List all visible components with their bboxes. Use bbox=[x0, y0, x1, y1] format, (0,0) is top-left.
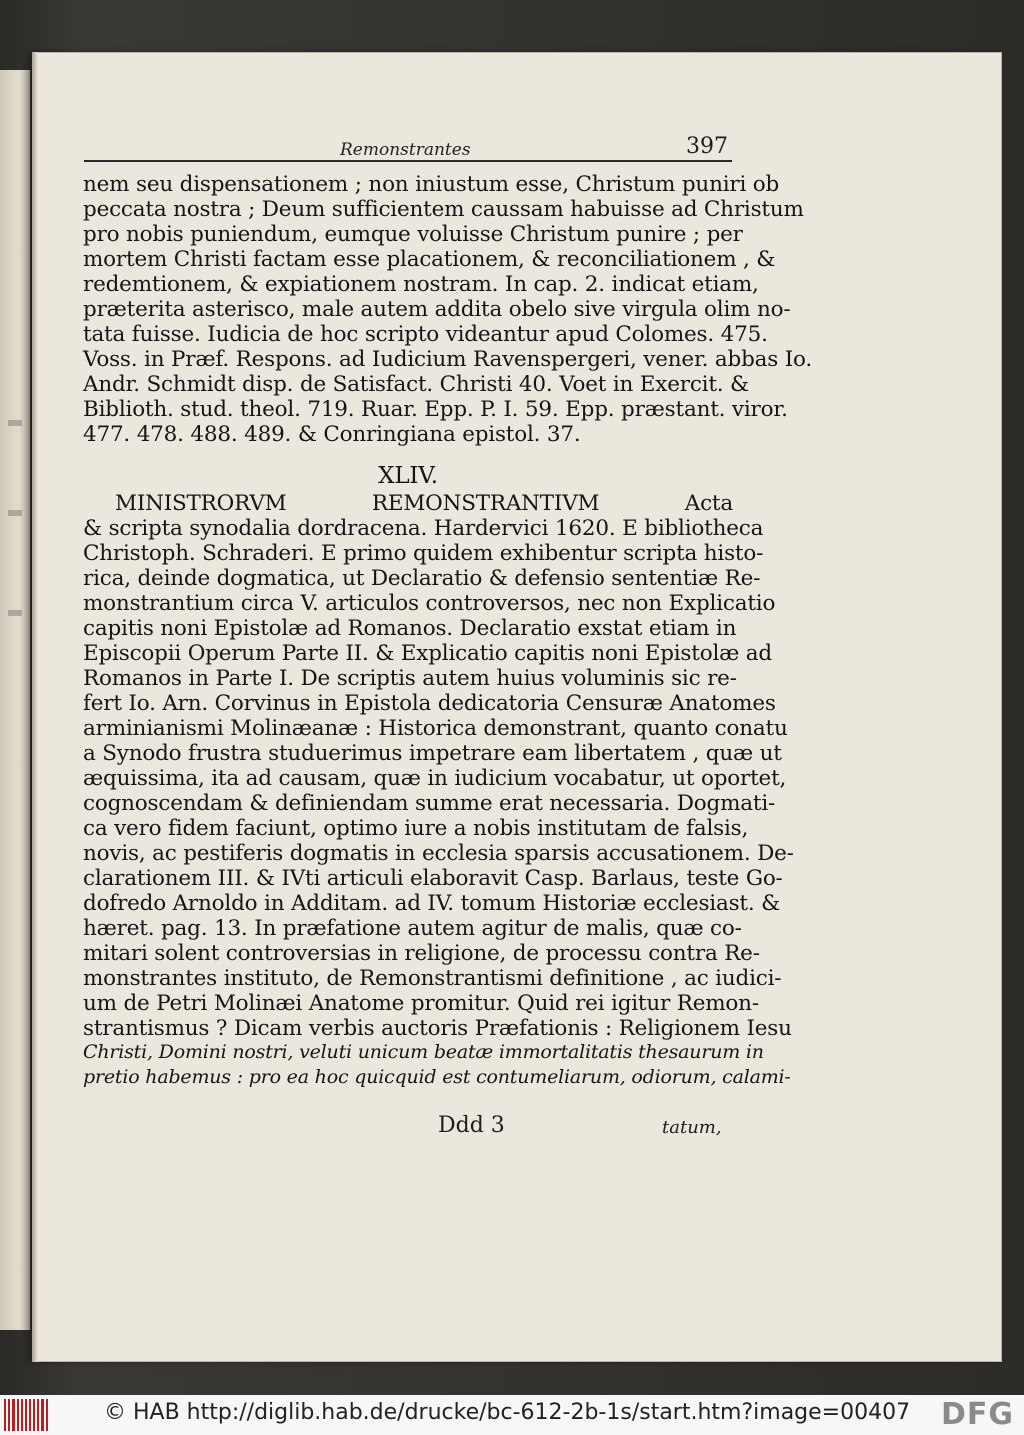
text-line: tata fuisse. Iudicia de hoc scripto videantur apud Colomes. 475. bbox=[83, 322, 768, 347]
text-line-italic: Christi, Domini nostri, veluti unicum beatæ immortalitatis thesaurum in bbox=[83, 1041, 764, 1063]
text-line: monstrantes instituto, de Remonstrantismi definitione , ac iudici- bbox=[83, 966, 782, 991]
text-line: mortem Christi factam esse placationem, & reconciliationem , & bbox=[83, 247, 776, 272]
text-line: & scripta synodalia dordracena. Hardervici 1620. E bibliotheca bbox=[83, 516, 764, 541]
running-head bbox=[84, 134, 732, 162]
leaf-mark bbox=[8, 610, 22, 616]
signature-mark: Ddd 3 bbox=[438, 1113, 505, 1138]
text-line: fert Io. Arn. Corvinus in Epistola dedicatoria Censuræ Anatomes bbox=[83, 691, 776, 716]
text-line: Romanos in Parte I. De scriptis autem huius voluminis sic re- bbox=[83, 666, 737, 691]
text-line: cognoscendam & definiendam summe erat necessaria. Dogmati- bbox=[83, 791, 776, 816]
text-line: capitis noni Epistolæ ad Romanos. Declaratio exstat etiam in bbox=[83, 616, 737, 641]
text-line: MINISTRORVM REMONSTRANTIVM Acta bbox=[115, 491, 733, 516]
text-line: mitari solent controversias in religione, de processu contra Re- bbox=[83, 941, 760, 966]
text-line: Voss. in Præf. Respons. ad Iudicium Ravenspergeri, vener. abbas Io. bbox=[83, 347, 813, 372]
text-line: Andr. Schmidt disp. de Satisfact. Christi 40. Voet in Exercit. & bbox=[83, 372, 749, 397]
text-line: præterita asterisco, male autem addita obelo sive virgula olim no- bbox=[83, 297, 791, 322]
leaf-mark bbox=[8, 420, 22, 426]
page-number: 397 bbox=[686, 134, 728, 159]
text-line: Biblioth. stud. theol. 719. Ruar. Epp. P. I. 59. Epp. præstant. viror. bbox=[83, 397, 788, 422]
hab-logo-icon bbox=[4, 1399, 48, 1431]
text-line: 477. 478. 488. 489. & Conringiana epistol. 37. bbox=[83, 422, 581, 447]
head-rule bbox=[84, 160, 732, 162]
catchword: tatum, bbox=[662, 1117, 722, 1138]
text-line: pro nobis puniendum, eumque voluisse Christum punire ; per bbox=[83, 222, 743, 247]
source-url-link[interactable]: © HAB http://diglib.hab.de/drucke/bc-612-2b-1s/start.htm?image=00407 bbox=[104, 1400, 911, 1425]
text-line-italic: pretio habemus : pro ea hoc quicquid est contumeliarum, odiorum, calami- bbox=[83, 1066, 791, 1088]
text-line: nem seu dispensationem ; non iniustum esse, Christum puniri ob bbox=[83, 172, 780, 197]
viewer-footer bbox=[0, 1395, 1024, 1435]
text-line: strantismus ? Dicam verbis auctoris Præfationis : Religionem Iesu bbox=[83, 1016, 792, 1041]
text-line: Episcopii Operum Parte II. & Explicatio capitis noni Epistolæ ad bbox=[83, 641, 772, 666]
leaf-mark bbox=[8, 510, 22, 516]
text-line: rica, deinde dogmatica, ut Declaratio & defensio sententiæ Re- bbox=[83, 566, 761, 591]
text-line: ca vero fidem faciunt, optimo iure a nobis institutam de falsis, bbox=[83, 816, 749, 841]
page-gutter-shadow bbox=[32, 52, 38, 1362]
text-line: dofredo Arnoldo in Additam. ad IV. tomum Historiæ ecclesiast. & bbox=[83, 891, 781, 916]
text-line: Christoph. Schraderi. E primo quidem exhibentur scripta histo- bbox=[83, 541, 764, 566]
text-line: æquissima, ita ad causam, quæ in iudicium vocabatur, ut oportet, bbox=[83, 766, 787, 791]
text-line: redemtionem, & expiationem nostram. In cap. 2. indicat etiam, bbox=[83, 272, 759, 297]
previous-leaf-edge bbox=[0, 70, 30, 1330]
dfg-logo: DFG bbox=[940, 1397, 1014, 1432]
text-line: peccata nostra ; Deum sufficientem caussam habuisse ad Christum bbox=[83, 197, 804, 222]
running-title: Remonstrantes bbox=[340, 140, 471, 160]
text-line: clarationem III. & IVti articuli elaboravit Casp. Barlaus, teste Go- bbox=[83, 866, 783, 891]
text-line: monstrantium circa V. articulos controversos, nec non Explicatio bbox=[83, 591, 776, 616]
text-line: novis, ac pestiferis dogmatis in ecclesia sparsis accusationem. De- bbox=[83, 841, 794, 866]
text-line: a Synodo frustra studuerimus impetrare eam libertatem , quæ ut bbox=[83, 741, 782, 766]
section-heading: XLIV. bbox=[378, 463, 438, 489]
text-line: hæret. pag. 13. In præfatione autem agitur de malis, quæ co- bbox=[83, 916, 742, 941]
text-line: um de Petri Molinæi Anatome promitur. Quid rei igitur Remon- bbox=[83, 991, 759, 1016]
text-line: arminianismi Molinæanæ : Historica demonstrant, quanto conatu bbox=[83, 716, 788, 741]
